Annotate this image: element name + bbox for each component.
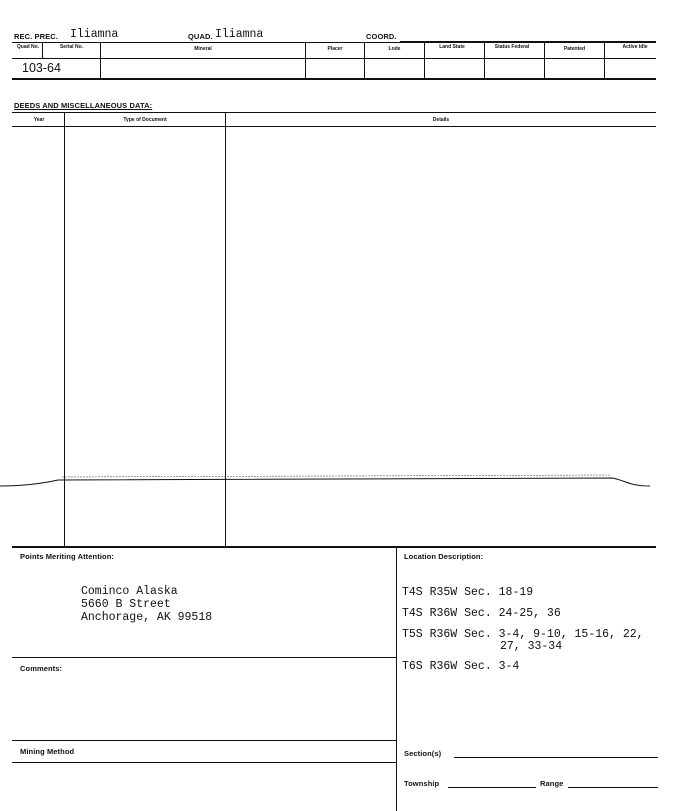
location-label: Location Description: xyxy=(404,552,484,561)
sections-label: Section(s) xyxy=(404,749,442,758)
col-header-quad-no: Quad No. xyxy=(16,44,40,50)
township-label: Township xyxy=(404,779,440,788)
comments-label: Comments: xyxy=(20,664,63,673)
comments-bottom-rule xyxy=(12,740,396,741)
location-entry: T4S R35W Sec. 18-19 xyxy=(402,586,534,599)
deeds-col-details: Details xyxy=(432,117,450,123)
points-line: Anchorage, AK 99518 xyxy=(81,611,213,624)
claims-table-top-rule xyxy=(12,42,656,43)
range-underline xyxy=(568,787,658,788)
township-underline xyxy=(448,787,536,788)
col-header-lode: Lode xyxy=(388,46,401,52)
col-header-placer: Placer xyxy=(327,46,343,52)
location-entry: T6S R36W Sec. 3-4 xyxy=(402,660,520,673)
quad-label: QUAD. xyxy=(188,32,213,41)
points-bottom-rule xyxy=(12,657,396,658)
rec-prec-label: REC. PREC. xyxy=(14,32,58,41)
points-line: 5660 B Street xyxy=(81,598,171,611)
col-divider xyxy=(604,42,605,78)
points-address xyxy=(81,585,212,624)
deeds-title: DEEDS AND MISCELLANEOUS DATA: xyxy=(14,101,153,110)
deeds-col-type: Type of Document xyxy=(123,117,167,123)
col-divider xyxy=(424,42,425,78)
mining-method-rule xyxy=(12,762,396,763)
rec-prec-value: Iliamna xyxy=(70,28,119,41)
deeds-top-rule xyxy=(12,112,656,113)
col-header-status-federal: Status Federal xyxy=(494,44,530,50)
deeds-col-year: Year xyxy=(33,117,45,123)
page-fold-line xyxy=(0,470,678,494)
location-entry: T5S R36W Sec. 3-4, 9-10, 15-16, 22, xyxy=(402,628,644,641)
range-label: Range xyxy=(540,779,564,788)
points-label: Points Meriting Attention: xyxy=(20,552,114,561)
location-entry: T4S R36W Sec. 24-25, 36 xyxy=(402,607,561,620)
quad-value: Iliamna xyxy=(215,28,264,41)
coord-label: COORD. xyxy=(366,32,397,41)
points-line: Cominco Alaska xyxy=(81,585,178,598)
col-header-serial-no: Serial No. xyxy=(59,44,84,50)
mining-method-label: Mining Method xyxy=(20,747,75,756)
location-entry: 27, 33-34 xyxy=(500,640,563,653)
claims-table-bottom-rule xyxy=(12,78,656,80)
col-divider xyxy=(484,42,485,78)
lower-vertical-divider xyxy=(396,546,397,811)
col-header-land-state: Land State xyxy=(439,44,465,50)
quad-no-value: 103-64 xyxy=(22,61,61,75)
deeds-header-rule xyxy=(12,126,656,127)
sections-underline xyxy=(454,757,658,758)
col-header-active-idle: Active Idle xyxy=(622,44,648,50)
deeds-bottom-rule xyxy=(12,546,656,548)
claims-table-header-rule xyxy=(12,58,656,59)
col-header-mineral: Mineral xyxy=(194,46,212,52)
col-header-patented: Patented xyxy=(563,46,586,52)
